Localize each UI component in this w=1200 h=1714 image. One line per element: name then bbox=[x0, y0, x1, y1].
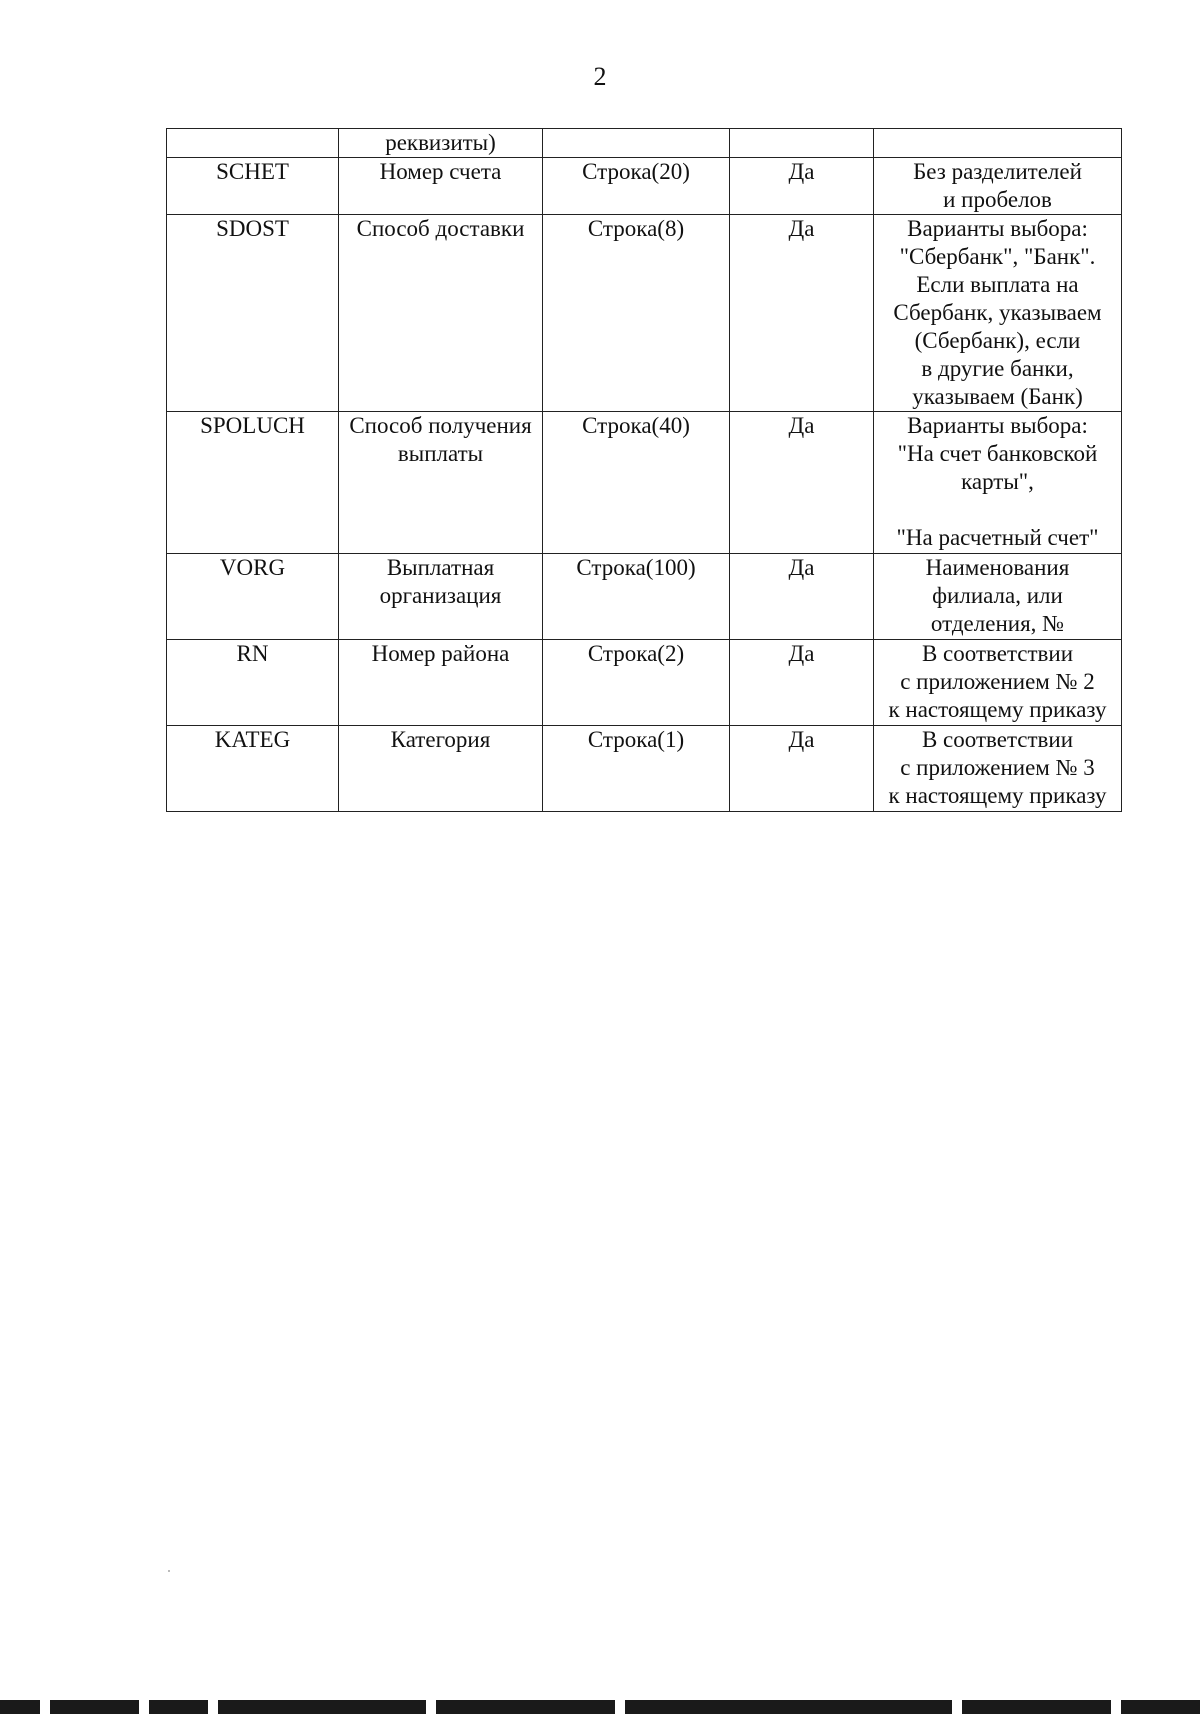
field-type-cell: Строка(20) bbox=[543, 158, 730, 215]
table-row bbox=[167, 554, 1122, 640]
field-description-cell: Способ получения выплаты bbox=[339, 412, 543, 554]
field-required-cell: Да bbox=[730, 554, 874, 640]
field-description-cell: Категория bbox=[339, 726, 543, 812]
field-type-cell bbox=[543, 129, 730, 158]
field-note-cell: Варианты выбора: "На счет банковской карты", "На расчетный счет" bbox=[874, 412, 1122, 554]
scan-edge-artifact bbox=[0, 1700, 1200, 1714]
field-spec-table bbox=[166, 128, 1122, 812]
field-code-cell: KATEG bbox=[167, 726, 339, 812]
field-required-cell bbox=[730, 129, 874, 158]
field-description-cell: реквизиты) bbox=[339, 129, 543, 158]
table-row bbox=[167, 640, 1122, 726]
field-note-cell: Варианты выбора: "Сбербанк", "Банк". Если выплата на Сбербанк, указываем (Сбербанк), если в другие банки, указываем (Банк) bbox=[874, 215, 1122, 412]
field-description-cell: Номер района bbox=[339, 640, 543, 726]
field-note-cell: В соответствии с приложением № 2 к настоящему приказу bbox=[874, 640, 1122, 726]
field-description-cell: Способ доставки bbox=[339, 215, 543, 412]
scan-speck bbox=[168, 1570, 170, 1572]
field-code-cell bbox=[167, 129, 339, 158]
field-note-cell: Без разделителей и пробелов bbox=[874, 158, 1122, 215]
table-row bbox=[167, 726, 1122, 812]
field-code-cell: VORG bbox=[167, 554, 339, 640]
table-row bbox=[167, 129, 1122, 158]
table-row bbox=[167, 412, 1122, 554]
field-note-cell bbox=[874, 129, 1122, 158]
field-note-cell: Наименования филиала, или отделения, № bbox=[874, 554, 1122, 640]
field-type-cell: Строка(40) bbox=[543, 412, 730, 554]
field-code-cell: SPOLUCH bbox=[167, 412, 339, 554]
field-type-cell: Строка(2) bbox=[543, 640, 730, 726]
page-number: 2 bbox=[593, 62, 607, 91]
table-row bbox=[167, 215, 1122, 412]
field-required-cell: Да bbox=[730, 640, 874, 726]
field-required-cell: Да bbox=[730, 412, 874, 554]
field-required-cell: Да bbox=[730, 726, 874, 812]
field-required-cell: Да bbox=[730, 158, 874, 215]
field-description-cell: Номер счета bbox=[339, 158, 543, 215]
field-note-cell: В соответствии с приложением № 3 к настоящему приказу bbox=[874, 726, 1122, 812]
table-row bbox=[167, 158, 1122, 215]
field-type-cell: Строка(100) bbox=[543, 554, 730, 640]
field-type-cell: Строка(1) bbox=[543, 726, 730, 812]
field-code-cell: RN bbox=[167, 640, 339, 726]
field-code-cell: SCHET bbox=[167, 158, 339, 215]
field-description-cell: Выплатная организация bbox=[339, 554, 543, 640]
field-type-cell: Строка(8) bbox=[543, 215, 730, 412]
field-required-cell: Да bbox=[730, 215, 874, 412]
field-code-cell: SDOST bbox=[167, 215, 339, 412]
